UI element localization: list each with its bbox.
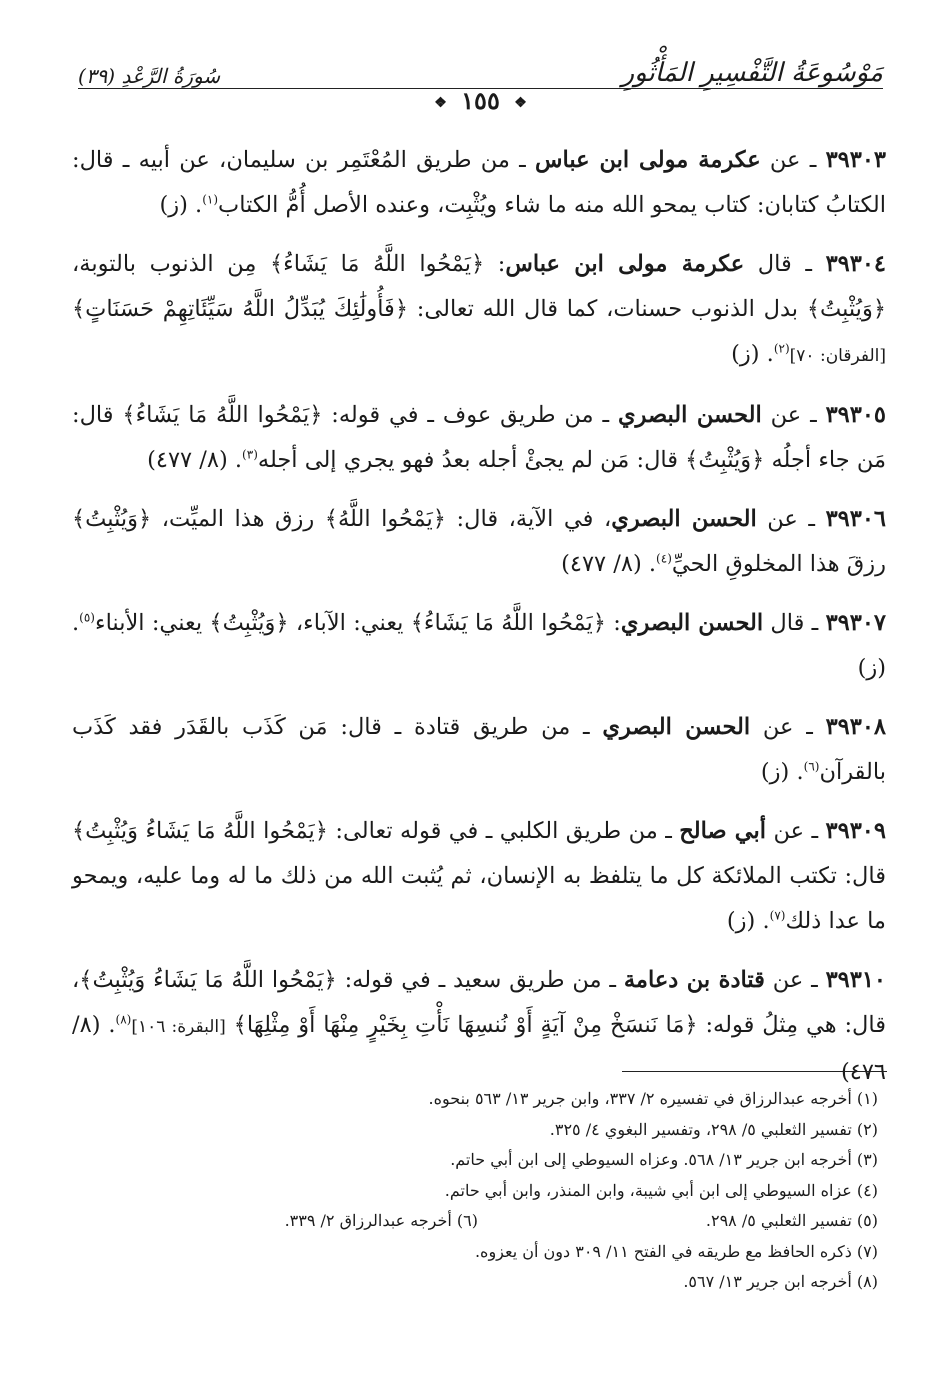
entry-number: ٣٩٣٠٩: [825, 818, 886, 844]
narrator-name: عكرمة مولى ابن عباس: [505, 251, 745, 277]
ornament-icon: ❖: [434, 94, 447, 111]
footnotes: [90, 1084, 878, 1298]
entry-39305: [72, 393, 886, 483]
book-title: مَوْسُوعَةُ التَّفْسِيرِ المَأْثُورِ: [621, 58, 883, 88]
entry-39309: [72, 809, 886, 944]
footnote-marker: (٢): [773, 341, 790, 356]
entry-text: ـ عن الحسن البصري ـ من طريق قتادة ـ قال: مَن كَذَب بالقَدَر فقد كَذَب بالقرآن: [72, 714, 886, 785]
entry-text: ـ عن عكرمة مولى ابن عباس ـ من طريق المُعْتَمِر بن سليمان، عن أبيه ـ قال: الكتابُ كتابان: كتاب يمحو الله منه ما شاء ويُثْبِت، وعنده الأصل أُمُّ الكتاب: [72, 147, 886, 218]
entry-39303: [72, 138, 886, 228]
narrator-name: الحسن البصري: [611, 506, 757, 532]
entry-number: ٣٩٣٠٨: [825, 714, 886, 740]
footnote-3: (٣) أخرجه ابن جرير ١٣/ ٥٦٨. وعزاه السيوطي إلى ابن أبي حاتم.: [450, 1150, 878, 1169]
entry-tail: . (ز): [760, 759, 804, 785]
footnote-rule: [622, 1071, 887, 1072]
footnote-6: (٦) أخرجه عبدالرزاق ٢/ ٣٣٩.: [284, 1211, 478, 1230]
footnote-7: (٧) ذكره الحافظ مع طريقه في الفتح ١١/ ٣٠٩ دون أن يعزوه.: [474, 1241, 878, 1261]
footnote-2: (٢) تفسير الثعلبي ٥/ ٢٩٨، وتفسير البغوي ٤/ ٣٢٥.: [549, 1119, 878, 1139]
narrator-name: الحسن البصري: [602, 714, 751, 740]
quran-reference: [الفرقان: ٧٠]: [789, 346, 886, 366]
entry-number: ٣٩٣٠٣: [825, 147, 886, 173]
entry-tail: . (٨/ ٤٧٧): [147, 447, 243, 473]
page-number-block: [78, 86, 883, 115]
narrator-name: الحسن البصري: [617, 402, 762, 428]
header-rule: [78, 88, 883, 89]
footnote-marker: (٥): [79, 610, 95, 625]
entry-tail: . (ز): [159, 192, 203, 218]
entry-number: ٣٩٣٠٤: [825, 251, 886, 277]
footnote-4: (٤) عزاه السيوطي إلى ابن أبي شيبة، وابن المنذر، وابن أبي حاتم.: [444, 1180, 878, 1200]
entry-number: ٣٩٣٠٥: [825, 402, 886, 428]
footnote-marker: (٦): [803, 759, 820, 774]
narrator-name: الحسن البصري: [620, 610, 764, 636]
footnote-marker: (٤): [656, 551, 672, 566]
entry-39308: [72, 705, 886, 795]
entry-39310: [72, 958, 886, 1095]
footnote-5: (٥) تفسير الثعلبي ٥/ ٢٩٨.: [705, 1211, 878, 1230]
entry-text: ـ قال عكرمة مولى ابن عباس: ﴿يَمْحُوا اللَّهُ مَا يَشَاءُ﴾ مِن الذنوب بالتوبة، ﴿وَيُثْبِتُ﴾ بدل الذنوب حسنات، كما قال الله تعالى: ﴿فَأُولَٰئِكَ يُبَدِّلُ اللَّهُ سَيِّئَاتِهِمْ حَسَنَاتٍ﴾: [72, 251, 886, 322]
entry-text: ـ عن الحسن البصري، في الآية، قال: ﴿يَمْحُوا اللَّهُ﴾ رزق هذا الميِّت، ﴿وَيُثْبِتُ﴾ رزقَ هذا المخلوقِ الحيِّ: [72, 506, 886, 577]
footnote-8: (٨) أخرجه ابن جرير ١٣/ ٥٦٧.: [683, 1272, 878, 1291]
footnote-marker: (٧): [769, 908, 786, 923]
entry-39306: [72, 497, 886, 587]
page-number: ١٥٥: [461, 86, 500, 115]
footnote-1: (١) أخرجه عبدالرزاق في تفسيره ٢/ ٣٣٧، وابن جرير ١٣/ ٥٦٣ بنحوه.: [428, 1089, 878, 1108]
surah-label: سُورَةُ الرَّعْدِ (٣٩): [78, 64, 221, 88]
narrator-name: أبي صالح: [679, 818, 767, 844]
quran-reference: [البقرة: ١٠٦]: [131, 1017, 226, 1037]
entry-text: ـ عن أبي صالح ـ من طريق الكلبي ـ في قوله تعالى: ﴿يَمْحُوا اللَّهُ مَا يَشَاءُ وَيُثْبِتُ﴾ قال: تكتب الملائكة كل ما يتلفظ به الإنسان، ثم يُثبت الله من ذلك ما له وما عليه، ويمحو ما عدا ذلك: [72, 818, 886, 934]
entry-text: ـ عن الحسن البصري ـ من طريق عوف ـ في قوله: ﴿يَمْحُوا اللَّهُ مَا يَشَاءُ﴾ قال: مَن جاء أجلُه ﴿وَيُثْبِتُ﴾ قال: مَن لم يجئْ أجله بعدُ فهو يجري إلى أجله: [72, 402, 886, 473]
narrator-name: قتادة بن دعامة: [623, 967, 765, 993]
entry-tail: . (ز): [731, 341, 774, 367]
footnote-marker: (٨): [115, 1012, 132, 1027]
entry-number: ٣٩٣١٠: [825, 967, 886, 993]
entry-tail: . (ز): [72, 610, 886, 681]
main-text: [72, 138, 886, 1109]
entry-number: ٣٩٣٠٦: [825, 506, 886, 532]
footnote-pair: [90, 1206, 878, 1237]
entry-number: ٣٩٣٠٧: [825, 610, 886, 636]
entry-39307: [72, 601, 886, 691]
ornament-icon: ❖: [514, 94, 527, 111]
entry-text: ـ قال الحسن البصري: ﴿يَمْحُوا اللَّهُ مَا يَشَاءُ﴾ يعني: الآباء، ﴿وَيُثْبِتُ﴾ يعني: الأبناء: [94, 610, 826, 636]
footnote-marker: (١): [202, 192, 219, 207]
entry-text: ـ عن قتادة بن دعامة ـ من طريق سعيد ـ في قوله: ﴿يَمْحُوا اللَّهُ مَا يَشَاءُ وَيُثْبِتُ﴾، قال: هي مِثلُ قوله: ﴿مَا نَنسَخْ مِنْ آيَةٍ أَوْ نُنسِهَا نَأْتِ بِخَيْرٍ مِنْهَا أَوْ مِثْلِهَا﴾: [72, 967, 886, 1038]
page-header: [78, 58, 883, 115]
footnote-marker: (٣): [242, 447, 258, 462]
entry-tail: . (٨/ ٤٧٧): [561, 551, 657, 577]
entry-tail: . (٨/ ٤٧٦): [72, 1012, 886, 1085]
entry-tail: . (ز): [726, 908, 770, 934]
narrator-name: عكرمة مولى ابن عباس: [535, 147, 761, 173]
entry-39304: [72, 242, 886, 379]
